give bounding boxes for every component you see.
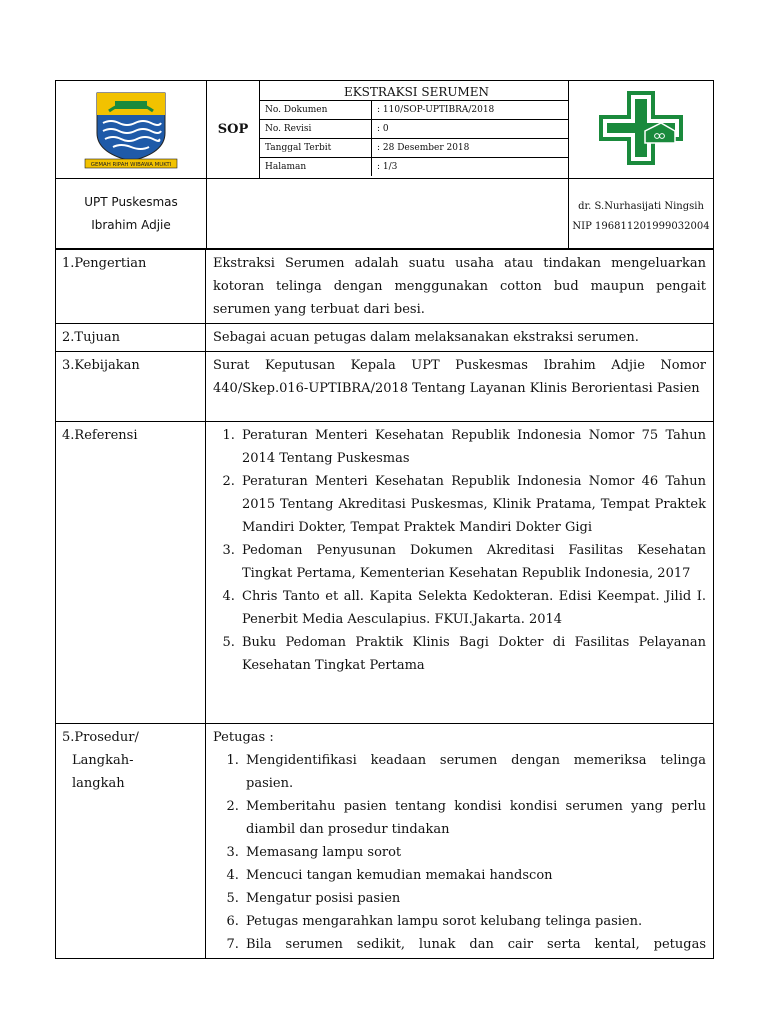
section-prosedur-content — [206, 724, 714, 959]
section-label-kebijakan: 3.Kebijakan — [56, 352, 206, 422]
document-title: EKSTRAKSI SERUMEN — [260, 84, 568, 101]
list-item: 5. Buku Pedoman Praktik Klinis Bagi Dokter di Fasilitas Pelayanan Kesehatan Tingkat Pertama — [239, 631, 706, 677]
signer-name: dr. S.Nurhasijati Ningsih — [578, 200, 704, 212]
sop-document — [55, 80, 714, 959]
list-item: 3. Pedoman Penyusunan Dokumen Akreditasi Fasilitas Kesehatan Tingkat Pertama, Kementerian Kesehatan Republik Indonesia, 2017 — [239, 539, 706, 585]
list-item: 4. Mencuci tangan kemudian memakai handscon — [243, 864, 706, 887]
unit-line1: UPT Puskesmas — [84, 194, 178, 209]
field-value: : 1/3 — [372, 157, 569, 176]
list-item: 2. Peraturan Menteri Kesehatan Republik Indonesia Nomor 46 Tahun 2015 Tentang Akreditasi Puskesmas, Klinik Pratama, Tempat Praktek Mandiri Dokter, Tempat Praktek Mandiri Dokter Gigi — [239, 470, 706, 539]
list-item: 7. Bila serumen sedikit, lunak dan cair serta kental, petugas — [243, 933, 706, 956]
unit-line2: Ibrahim Adjie — [91, 217, 171, 232]
city-emblem-icon — [79, 87, 183, 169]
field-value: : 0 — [372, 119, 569, 138]
section-label-referensi: 4.Referensi — [56, 422, 206, 724]
field-label: No. Revisi — [260, 119, 372, 138]
prosedur-label-line1: 5.Prosedur/ — [62, 730, 139, 745]
list-item: 4. Chris Tanto et all. Kapita Selekta Kedokteran. Edisi Keempat. Jilid I. Penerbit Media Aesculapius. FKUI.Jakarta. 2014 — [239, 585, 706, 631]
prosedur-label-line3: langkah — [72, 776, 125, 791]
field-label: Halaman — [260, 157, 372, 176]
field-value: : 110/SOP-UPTIBRA/2018 — [372, 100, 569, 119]
list-item: 1. Mengidentifikasi keadaan serumen dengan memeriksa telinga pasien. — [243, 749, 706, 795]
prosedur-intro: Petugas : — [213, 730, 274, 745]
section-text-tujuan: Sebagai acuan petugas dalam melaksanakan ekstraksi serumen. — [206, 324, 714, 352]
section-text-pengertian: Ekstraksi Serumen adalah suatu usaha atau tindakan mengeluarkan kotoran telinga dengan menggunakan cotton bud maupun pengait serumen yang terbuat dari besi. — [206, 250, 714, 324]
city-logo-cell — [56, 81, 207, 179]
field-label: No. Dokumen — [260, 100, 372, 119]
section-label-prosedur — [56, 724, 206, 959]
puskesmas-logo-cell — [569, 81, 714, 179]
svg-text:GEMAH RIPAH WIBAWA MUKTI: GEMAH RIPAH WIBAWA MUKTI — [90, 161, 172, 168]
sop-body — [55, 249, 714, 959]
field-label: Tanggal Terbit — [260, 138, 372, 157]
document-info-cell — [260, 81, 569, 179]
section-label-pengertian: 1.Pengertian — [56, 250, 206, 324]
section-text-kebijakan: Surat Keputusan Kepala UPT Puskesmas Ibrahim Adjie Nomor 440/Skep.016-UPTIBRA/2018 Tentang Layanan Klinis Berorientasi Pasien — [206, 352, 714, 422]
signature-cell — [569, 179, 714, 249]
section-referensi-list — [206, 422, 714, 724]
list-item: 5. Mengatur posisi pasien — [243, 887, 706, 910]
puskesmas-cross-icon — [593, 85, 689, 171]
empty-cell — [207, 179, 569, 249]
signer-nip: NIP 196811201999032004 — [572, 220, 710, 232]
field-value: : 28 Desember 2018 — [372, 138, 569, 157]
list-item: 3. Memasang lampu sorot — [243, 841, 706, 864]
section-label-tujuan: 2.Tujuan — [56, 324, 206, 352]
unit-cell — [56, 179, 207, 249]
sop-header — [55, 80, 714, 249]
list-item: 6. Petugas mengarahkan lampu sorot kelubang telinga pasien. — [243, 910, 706, 933]
list-item: 2. Memberitahu pasien tentang kondisi kondisi serumen yang perlu diambil dan prosedur tindakan — [243, 795, 706, 841]
list-item: 1. Peraturan Menteri Kesehatan Republik Indonesia Nomor 75 Tahun 2014 Tentang Puskesmas — [239, 424, 706, 470]
prosedur-label-line2: Langkah- — [72, 753, 134, 768]
sop-label: SOP — [207, 81, 260, 179]
